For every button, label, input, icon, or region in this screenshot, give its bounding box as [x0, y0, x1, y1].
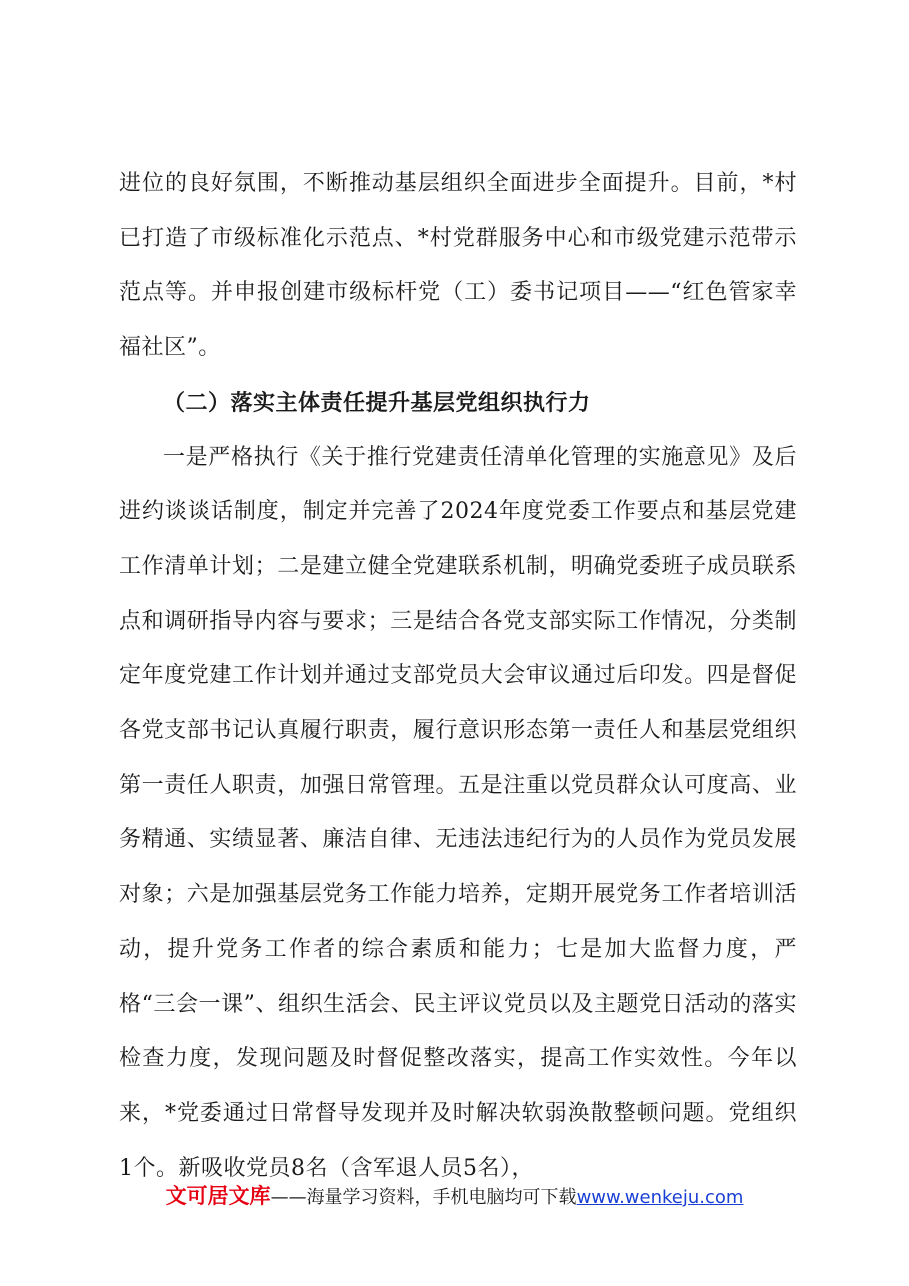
document-body — [119, 157, 797, 1196]
footer-brand: 文可居文库 — [165, 1184, 271, 1208]
paragraph-body: 一是严格执行《关于推行党建责任清单化管理的实施意见》及后进约谈谈话制度，制定并完善了2024年度党委工作要点和基层党建工作清单计划；二是建立健全党建联系机制，明确党委班子成员联系点和调研指导内容与要求；三是结合各党支部实际工作情况，分类制定年度党建工作计划并通过支部党员大会审议通过后印发。四是督促各党支部书记认真履行职责，履行意识形态第一责任人和基层党组织第一责任人职责，加强日常管理。五是注重以党员群众认可度高、业务精通、实绩显著、廉洁自律、无违法违纪行为的人员作为党员发展对象；六是加强基层党务工作能力培养，定期开展党务工作者培训活动，提升党务工作者的综合素质和能力；七是加大监督力度，严格“三会一课”、组织生活会、民主评议党员以及主题党日活动的落实检查力度，发现问题及时督促整改落实，提高工作实效性。今年以来，*党委通过日常督导发现并及时解决软弱涣散整顿问题。党组织1个。新吸收党员8名（含军退人员5名）， — [119, 444, 797, 1181]
section-heading: （二）落实主体责任提升基层党组织执行力 — [163, 389, 591, 416]
footer-url-link[interactable]: www.wenkeju.com — [576, 1187, 744, 1208]
paragraph-continuation: 进位的良好氛围，不断推动基层组织全面进步全面提升。目前，*村已打造了市级标准化示范点、*村党群服务中心和市级党建示范带示范点等。并申报创建市级标杆党（工）委书记项目——“红色管家幸福社区”。 — [119, 171, 797, 361]
watermark-footer — [0, 1183, 909, 1211]
footer-slogan: ——海量学习资料，手机电脑均可下载 — [270, 1187, 577, 1208]
